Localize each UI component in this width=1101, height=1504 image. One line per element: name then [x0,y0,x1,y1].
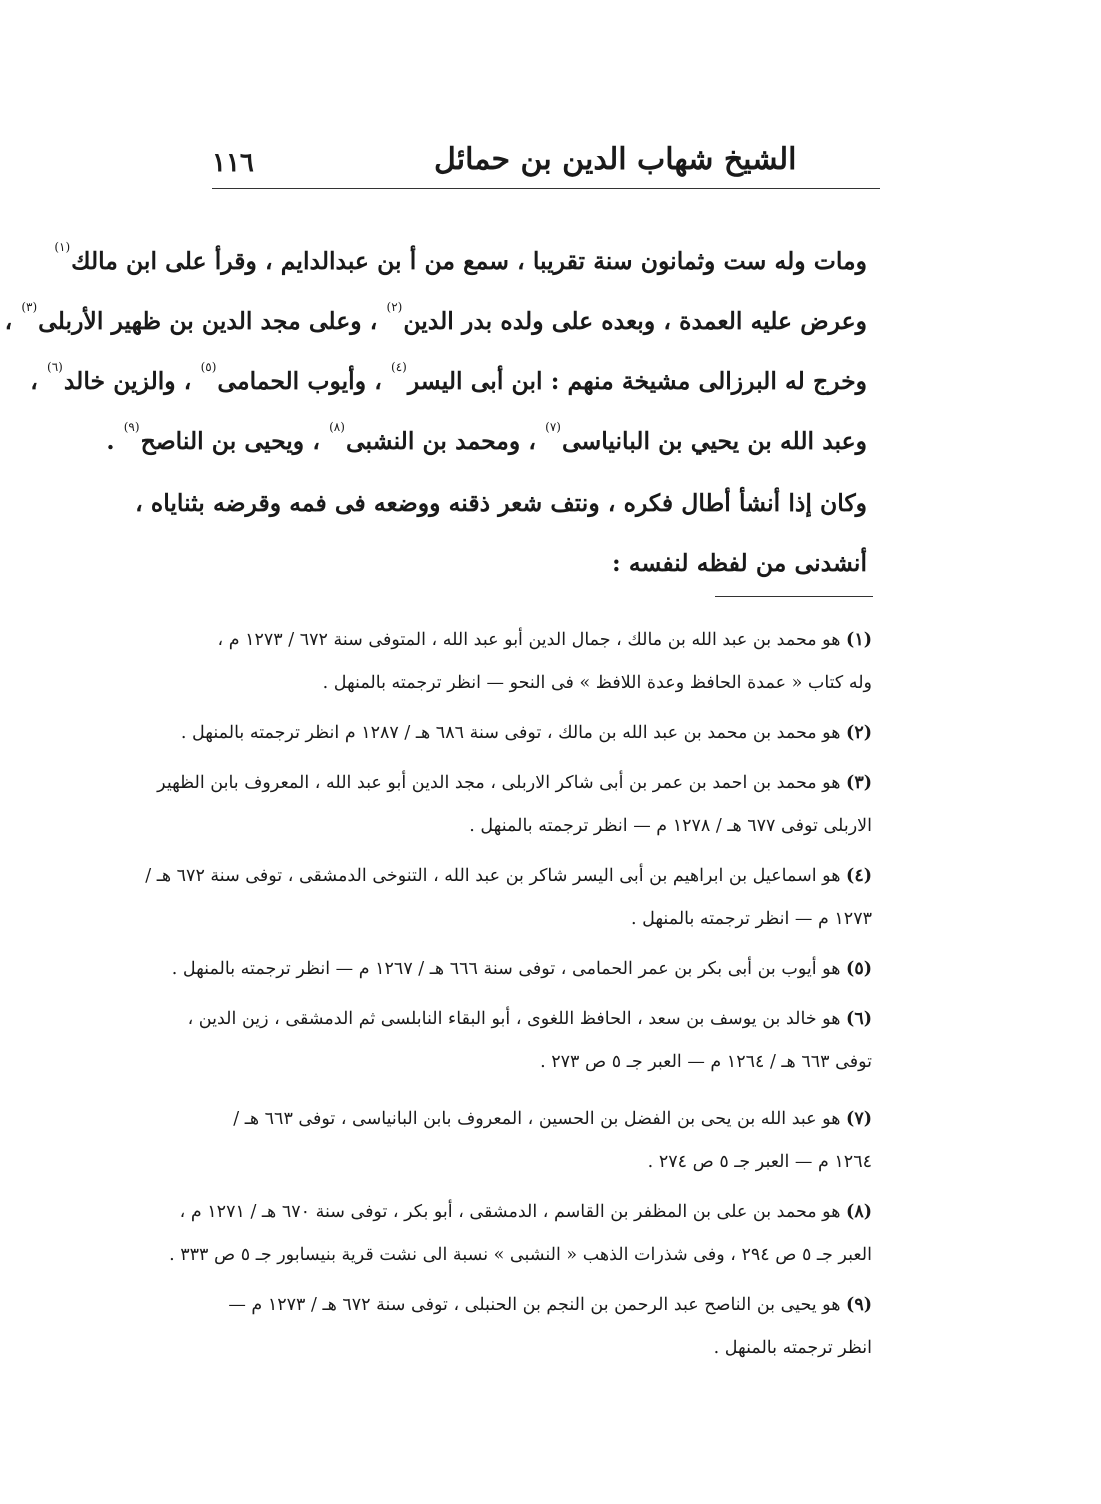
footnote-text: هو خالد بن يوسف بن سعد ، الحافظ اللغوى ، أبو البقاء النابلسى ثم الدمشقى ، زين الدين ، [187,1009,841,1029]
footnote-line [212,1287,872,1330]
footnote-text: توفى ٦٦٣ هـ / ١٢٦٤ م — العبر جـ ٥ ص ٢٧٣ . [540,1052,872,1072]
body-text-segment: ، [30,367,46,395]
header-rule [212,188,880,189]
footnote-marker: (٤) [391,360,407,374]
body-text-segment: أنشدنى من لفظه لنفسه : [611,549,867,577]
footnote-text: وله كتاب « عمدة الحافظ وعدة اللافظ » فى النحو — انظر ترجمته بالمنهل . [322,673,872,693]
body-text-segment: ، والزين خالد [63,367,200,395]
footnote [169,1194,872,1280]
footnote-number: (٤) [846,866,872,886]
page-number: ١١٦ [212,148,254,178]
footnote [212,1287,872,1373]
footnote-number: (٣) [846,773,872,793]
footnotes [145,622,872,1380]
footnote-marker: (٦) [47,360,63,374]
footnote-text: هو محمد بن محمد بن عبد الله بن مالك ، توفى سنة ٦٨٦ هـ / ١٢٨٧ م انظر ترجمته بالمنهل . [180,723,841,743]
footnote-line [212,1044,872,1087]
footnote-number: (٦) [846,1009,872,1029]
footnote [171,951,872,994]
body-text-segment: ، [4,307,21,335]
body-line [30,342,867,402]
footnote-marker: (٣) [21,300,38,314]
footnote-text: هو محمد بن عبد الله بن مالك ، جمال الدين أبو عبد الله ، المتوفى سنة ٦٧٢ / ١٢٧٣ م ، [217,630,841,650]
footnote-number: (٥) [846,959,872,979]
footnote-line [212,808,872,851]
footnote-text: هو اسماعيل بن ابراهيم بن أبى اليسر شاكر بن عبد الله ، التنوخى الدمشقى ، توفى سنة ٦٧٢ هـ / [145,866,841,886]
footnote-line [212,1330,872,1373]
footnote-text: هو أيوب بن أبى بكر بن عمر الحمامى ، توفى سنة ٦٦٦ هـ / ١٢٦٧ م — انظر ترجمته بالمنهل . [171,959,841,979]
footnote-line [145,858,872,901]
body-text [4,222,867,598]
footnote-text: العبر جـ ٥ ص ٢٩٤ ، وفى شذرات الذهب « النشبى » نسبة الى نشت قرية بنيسابور جـ ٥ ص ٣٣٣ . [169,1245,872,1265]
footnote-line [169,1237,872,1280]
footnote-separator [715,596,873,597]
paragraph-gap [212,462,867,478]
footnote [212,622,872,708]
body-text-segment: وعرض عليه العمدة ، وبعده على ولده بدر الدين [403,307,867,335]
body-text-segment: . [106,427,123,455]
footnote-text: ١٢٦٤ م — العبر جـ ٥ ص ٢٧٤ . [647,1152,872,1172]
footnote-number: (٩) [846,1295,872,1315]
footnote-line [212,665,872,708]
footnote-marker: (٩) [123,420,140,434]
footnote [145,858,872,944]
footnote [180,715,872,758]
body-line [212,538,867,598]
footnote-text: هو محمد بن احمد بن عمر بن أبى شاكر الاربلى ، مجد الدين أبو عبد الله ، المعروف بابن الظهير [157,773,841,793]
footnote [157,765,872,851]
footnote-marker: (٢) [386,300,403,314]
running-title: الشيخ شهاب الدين بن حمائل [434,142,797,177]
footnote-line [187,1001,872,1044]
footnote-line [180,715,872,758]
body-text-segment: ، ويحيى بن الناصح [140,427,329,455]
footnote-line [157,765,872,808]
footnote-line [212,1101,872,1144]
footnote-marker: (٥) [200,360,217,374]
body-text-segment: وعبد الله بن يحيي بن البانياسى [561,427,867,455]
footnote-text: هو عبد الله بن يحى بن الفضل بن الحسين ، المعروف بابن البانياسى ، توفى ٦٦٣ هـ / [233,1109,841,1129]
page-header [212,140,880,188]
body-line [135,478,867,538]
footnote-line [212,1144,872,1187]
body-line [54,222,867,282]
footnote-number: (٨) [846,1202,872,1222]
footnote-marker: (٨) [329,420,345,434]
footnote-text: هو يحيى بن الناصح عبد الرحمن بن النجم بن الحنبلى ، توفى سنة ٦٧٢ هـ / ١٢٧٣ م — [228,1295,841,1315]
footnote-marker: (٧) [545,420,561,434]
body-line [106,402,867,462]
footnote [187,1001,872,1087]
body-text-segment: وكان إذا أنشأ أطال فكره ، ونتف شعر ذقنه ووضعه فى فمه وقرضه بثناياه ، [135,489,867,517]
footnote-line [212,622,872,665]
body-text-segment: ، وعلى مجد الدين بن ظهير الأربلى [38,307,386,335]
footnote-number: (٢) [846,723,872,743]
footnote-text: ١٢٧٣ م — انظر ترجمته بالمنهل . [630,909,872,929]
body-line [4,282,867,342]
footnote-marker: (١) [54,240,71,254]
footnote-number: (٧) [846,1109,872,1129]
footnote-line [212,901,872,944]
footnote [212,1101,872,1187]
footnote-text: الاربلى توفى ٦٧٧ هـ / ١٢٧٨ م — انظر ترجمته بالمنهل . [469,816,872,836]
body-text-segment: ، ومحمد بن النشبى [345,427,545,455]
footnote-text: انظر ترجمته بالمنهل . [713,1338,872,1358]
footnote-text: هو محمد بن على بن المظفر بن القاسم ، الدمشقى ، أبو بكر ، توفى سنة ٦٧٠ هـ / ١٢٧١ م ، [179,1202,841,1222]
body-text-segment: وخرج له البرزالى مشيخة منهم : ابن أبى اليسر [407,367,867,395]
footnote-line [171,951,872,994]
body-text-segment: ومات وله ست وثمانون سنة تقريبا ، سمع من أ بن عبدالدايم ، وقرأ على ابن مالك [71,247,867,275]
body-text-segment: ، وأيوب الحمامى [217,367,390,395]
footnote-line [179,1194,872,1237]
footnote-number: (١) [846,630,872,650]
